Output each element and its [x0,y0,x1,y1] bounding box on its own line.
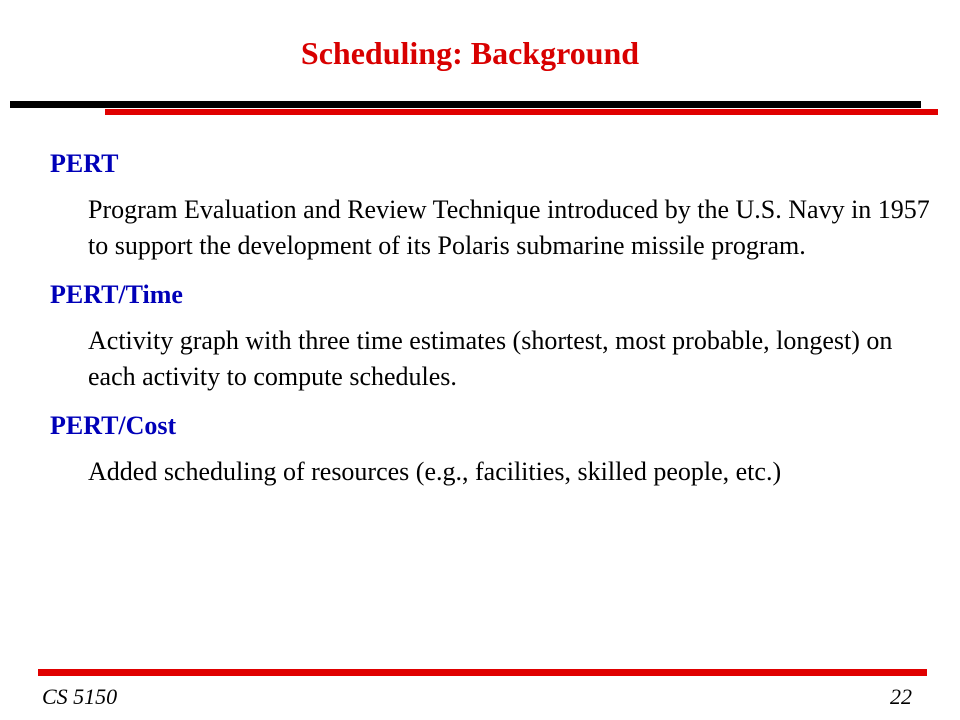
spacer [50,182,940,192]
footer-course: CS 5150 [42,684,118,709]
title-rule-red [105,109,938,115]
spacer [50,444,940,454]
description-pert-cost: Added scheduling of resources (e.g., facilities, skilled people, etc.) [88,457,782,486]
spacer [50,264,940,277]
term-pert: PERT [50,149,119,178]
description-pert-time: Activity graph with three time estimates (shortest, most probable, longest) on each activity to compute schedules. [88,326,893,391]
footer-page-number: 22 [890,684,912,709]
slide-title: Scheduling: Background [300,35,640,71]
spacer [50,313,940,323]
slide-content [50,146,940,490]
footer-rule [38,669,927,676]
term-pert-cost: PERT/Cost [50,411,177,440]
title-rule-black [10,101,921,108]
description-pert: Program Evaluation and Review Technique introduced by the U.S. Navy in 1957 to support the development of its Polaris submarine missile program. [88,195,930,260]
spacer [50,395,940,408]
term-pert-time: PERT/Time [50,280,183,309]
